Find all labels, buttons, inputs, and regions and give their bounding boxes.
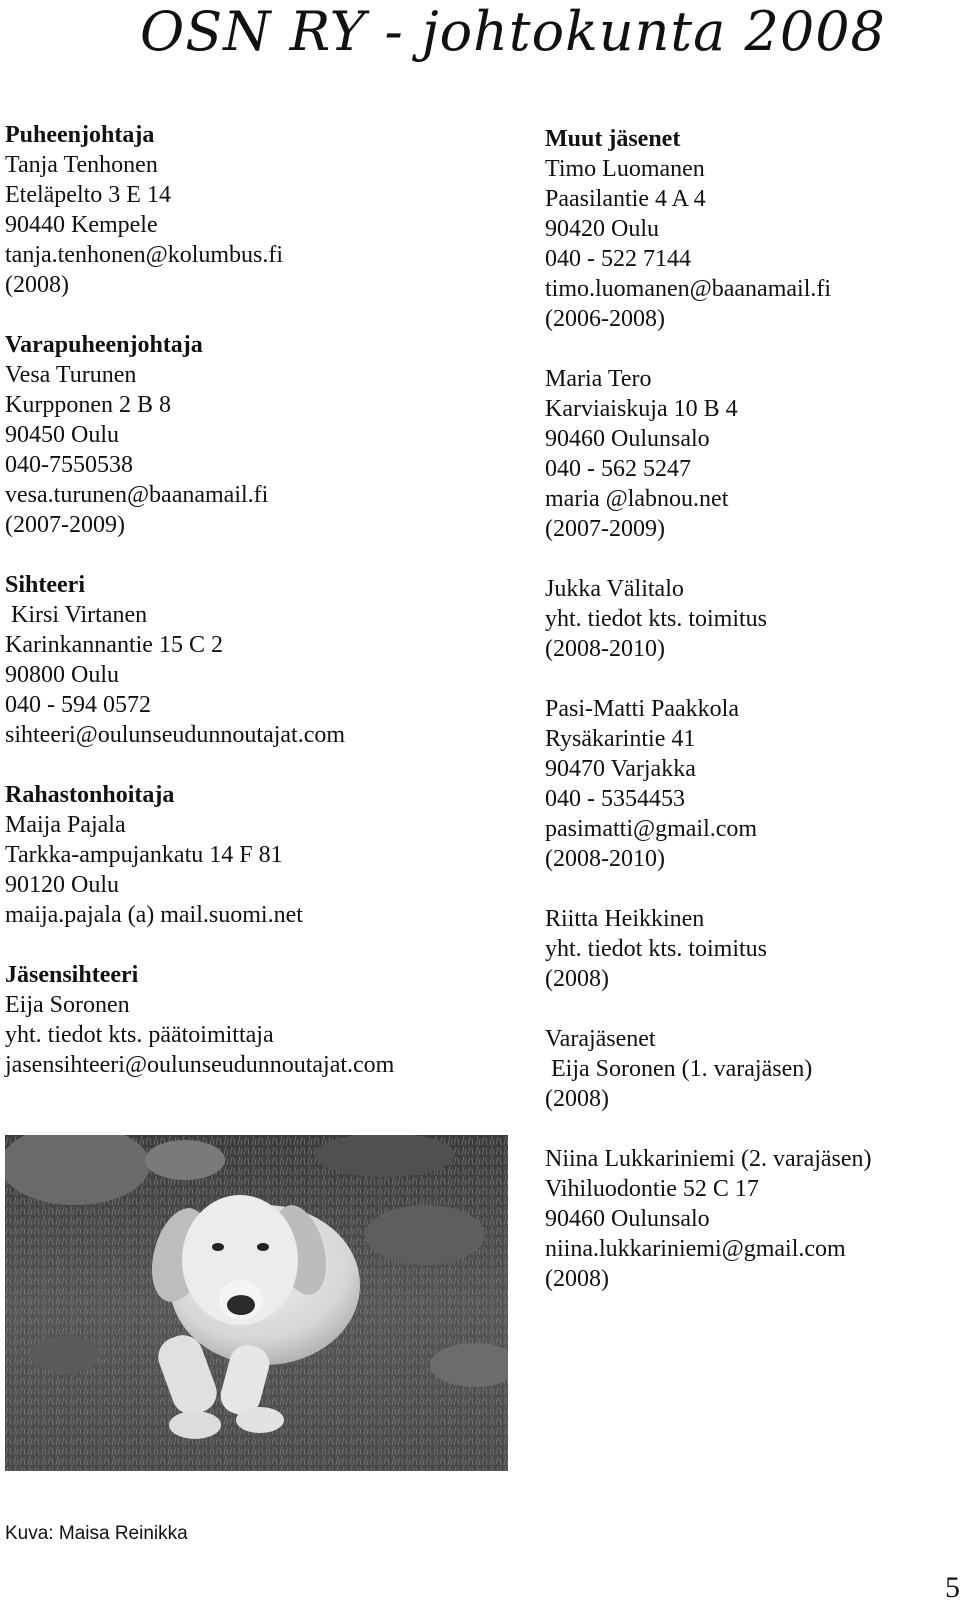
contact-line: (2008): [5, 272, 69, 298]
contact-line: Rysäkarintie 41: [545, 726, 696, 752]
member-block: [545, 364, 955, 544]
contact-line: yht. tiedot kts. päätoimittaja: [5, 1022, 274, 1048]
contact-line: yht. tiedot kts. toimitus: [545, 936, 768, 962]
contact-line: Eija Soronen: [5, 992, 130, 1018]
contact-line: 90450 Oulu: [5, 422, 119, 448]
page-number: 5: [945, 1571, 960, 1604]
contact-line: 040 - 562 5247: [545, 456, 691, 482]
contact-line: yht. tiedot kts. toimitus: [545, 606, 768, 632]
right-column: [545, 124, 955, 1324]
member-block: [545, 1024, 955, 1114]
role-heading: Jäsensihteeri: [5, 962, 139, 988]
contact-line: 90120 Oulu: [5, 872, 119, 898]
contact-line: Paasilantie 4 A 4: [545, 186, 706, 212]
contact-line: 040 - 5354453: [545, 786, 685, 812]
contact-line: Tanja Tenhonen: [5, 152, 158, 178]
puppy-photo: [5, 1135, 508, 1471]
member-block: [5, 780, 515, 930]
contact-line: 90460 Oulunsalo: [545, 1206, 710, 1232]
contact-line: Vesa Turunen: [5, 362, 137, 388]
contact-line: Eija Soronen (1. varajäsen): [545, 1056, 813, 1082]
member-block: [5, 960, 515, 1080]
contact-line: 90420 Oulu: [545, 216, 659, 242]
contact-line: Riitta Heikkinen: [545, 906, 705, 932]
contact-line: Kirsi Virtanen: [5, 602, 148, 628]
contact-line: Karviaiskuja 10 B 4: [545, 396, 738, 422]
contact-line: (2008-2010): [545, 846, 665, 872]
role-heading: Varapuheenjohtaja: [5, 332, 203, 358]
member-block: [5, 120, 515, 300]
contact-line: (2006-2008): [545, 306, 665, 332]
role-heading: Puheenjohtaja: [5, 122, 155, 148]
contact-line: (2008-2010): [545, 636, 665, 662]
contact-line: 90800 Oulu: [5, 662, 119, 688]
contact-line: 90470 Varjakka: [545, 756, 696, 782]
contact-line: Timo Luomanen: [545, 156, 705, 182]
contact-line: (2007-2009): [5, 512, 125, 538]
role-heading: Sihteeri: [5, 572, 85, 598]
contact-line: 040 - 594 0572: [5, 692, 151, 718]
contact-line: timo.luomanen@baanamail.fi: [545, 276, 832, 302]
contact-line: maria @labnou.net: [545, 486, 729, 512]
member-block: [545, 694, 955, 874]
contact-line: 040 - 522 7144: [545, 246, 691, 272]
contact-line: sihteeri@oulunseudunnoutajat.com: [5, 722, 346, 748]
contact-line: (2007-2009): [545, 516, 665, 542]
puppy-illustration: [5, 1135, 508, 1471]
contact-line: Kurpponen 2 B 8: [5, 392, 171, 418]
contact-line: 90460 Oulunsalo: [545, 426, 710, 452]
contact-line: Tarkka-ampujankatu 14 F 81: [5, 842, 283, 868]
contact-line: Eteläpelto 3 E 14: [5, 182, 171, 208]
member-block: [545, 1144, 955, 1294]
member-block: [545, 904, 955, 994]
contact-line: (2008): [545, 1266, 609, 1292]
contact-line: Niina Lukkariniemi (2. varajäsen): [545, 1146, 872, 1172]
contact-line: 90440 Kempele: [5, 212, 158, 238]
contact-line: Jukka Välitalo: [545, 576, 684, 602]
contact-line: (2008): [545, 966, 609, 992]
contact-line: Vihiluodontie 52 C 17: [545, 1176, 759, 1202]
contact-line: Maija Pajala: [5, 812, 126, 838]
contact-line: niina.lukkariniemi@gmail.com: [545, 1236, 846, 1262]
role-heading: Muut jäsenet: [545, 126, 681, 152]
contact-line: tanja.tenhonen@kolumbus.fi: [5, 242, 284, 268]
contact-line: vesa.turunen@baanamail.fi: [5, 482, 269, 508]
contact-line: 040-7550538: [5, 452, 133, 478]
page-title: OSN RY - johtokunta 2008: [140, 0, 886, 63]
left-column: [5, 120, 515, 1110]
member-block: [545, 124, 955, 334]
photo-caption: Kuva: Maisa Reinikka: [5, 1523, 188, 1544]
contact-line: Karinkannantie 15 C 2: [5, 632, 223, 658]
contact-line: (2008): [545, 1086, 609, 1112]
contact-line: jasensihteeri@oulunseudunnoutajat.com: [5, 1052, 395, 1078]
member-block: [545, 574, 955, 664]
contact-line: Varajäsenet: [545, 1026, 656, 1052]
contact-line: maija.pajala (a) mail.suomi.net: [5, 902, 303, 928]
member-block: [5, 570, 515, 750]
contact-line: Pasi-Matti Paakkola: [545, 696, 739, 722]
contact-line: Maria Tero: [545, 366, 652, 392]
member-block: [5, 330, 515, 540]
contact-line: pasimatti@gmail.com: [545, 816, 758, 842]
role-heading: Rahastonhoitaja: [5, 782, 175, 808]
